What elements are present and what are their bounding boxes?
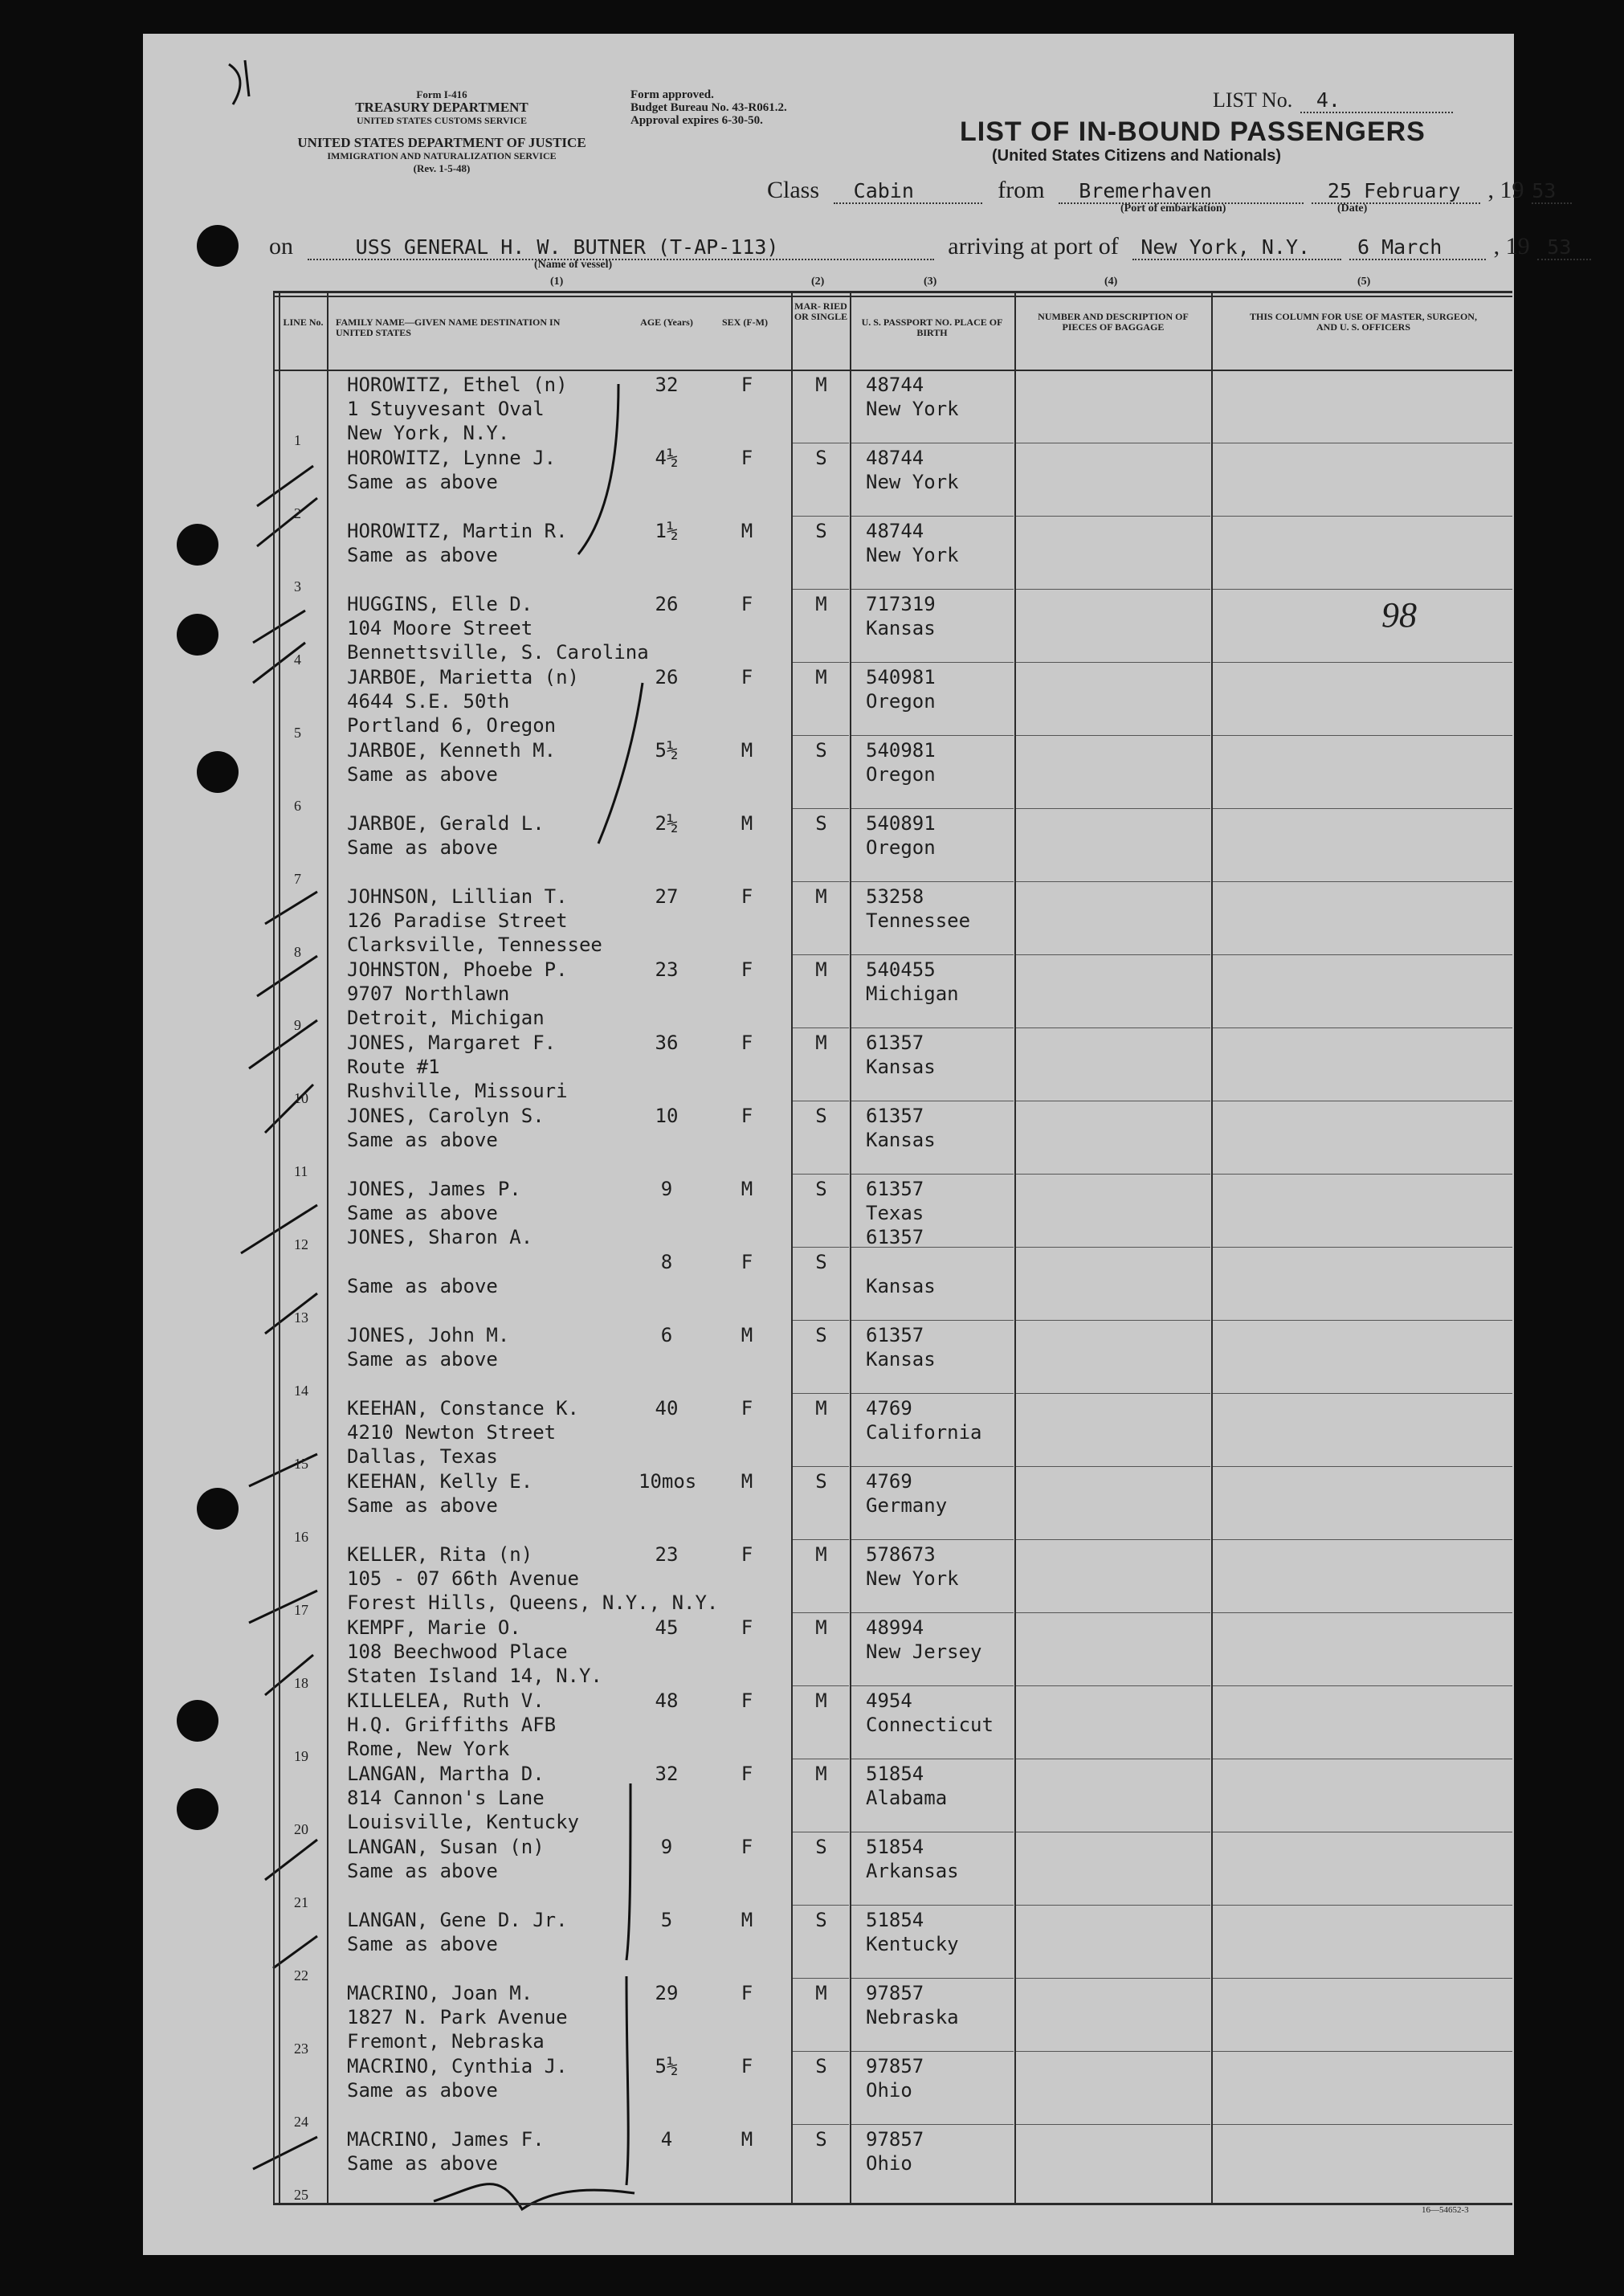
passenger-sex: M: [741, 1178, 753, 1200]
row-separator: [851, 1466, 1014, 1467]
passport-birthplace: 540981 Oregon: [866, 666, 936, 713]
row-separator: [1016, 2051, 1210, 2052]
vessel-caption: (Name of vessel): [534, 259, 613, 271]
passenger-age: 26: [655, 666, 679, 688]
passenger-sex: F: [741, 1543, 753, 1566]
line-number: 13: [294, 1309, 308, 1326]
footer-code: 16—54652-3: [1422, 2205, 1469, 2215]
vessel-name: USS GENERAL H. W. BUTNER (T-AP-113): [308, 235, 934, 260]
passenger-sex: M: [741, 520, 753, 542]
row-separator: [1016, 881, 1210, 882]
port-caption: (Port of embarkation): [1120, 202, 1226, 214]
passport-birthplace: 4769 California: [866, 1397, 982, 1444]
passenger-age: 32: [655, 374, 679, 396]
row-separator: [793, 1466, 849, 1467]
row-separator: [793, 1685, 849, 1686]
treasury-label: TREASURY DEPARTMENT: [355, 100, 528, 115]
document-subtitle: (United States Citizens and Nationals): [992, 147, 1282, 165]
row-separator: [793, 1978, 849, 1979]
passenger-sex: F: [741, 1982, 753, 2004]
passenger-age: 23: [655, 1543, 679, 1566]
row-separator: [1016, 1174, 1210, 1175]
row-separator: [1016, 662, 1210, 663]
row-separator: [1016, 1466, 1210, 1467]
passport-birthplace: 61357 Kansas: [866, 1032, 936, 1078]
passport-birthplace: 4769 Germany: [866, 1470, 948, 1517]
line-number: 21: [294, 1894, 308, 1910]
passenger-sex: F: [741, 1689, 753, 1712]
passenger-sex: F: [741, 1032, 753, 1054]
passenger-sex: F: [741, 1616, 753, 1639]
passenger-sex: F: [741, 374, 753, 396]
row-separator: [1016, 1612, 1210, 1613]
row-separator: [1213, 735, 1512, 736]
col-number-4: (4): [1104, 276, 1118, 288]
approval-expires: Approval expires 6-30-50.: [630, 114, 763, 127]
passenger-name: HUGGINS, Elle D. 104 Moore Street Bennettsville, S. Carolina: [347, 593, 649, 664]
row-separator: [1213, 2051, 1512, 2052]
row-separator: [793, 2124, 849, 2125]
arrival-year: 53: [1537, 235, 1591, 260]
passenger-age: 9: [660, 1836, 673, 1858]
marital-status: M: [815, 885, 827, 908]
line-number: 16: [294, 1529, 308, 1545]
row-separator: [851, 735, 1014, 736]
vessel-line: [269, 233, 1591, 260]
passport-birthplace: 51854 Alabama: [866, 1763, 948, 1809]
col-number-1: (1): [550, 276, 564, 288]
passenger-age: 48: [655, 1689, 679, 1712]
passenger-age: 32: [655, 1763, 679, 1785]
passport-birthplace: 61357 Kansas: [866, 1105, 936, 1151]
line-number: 17: [294, 1602, 308, 1618]
passenger-sex: F: [741, 447, 753, 469]
marital-status: S: [815, 812, 827, 835]
line-number: 24: [294, 2114, 308, 2130]
passenger-name: KILLELEA, Ruth V. H.Q. Griffiths AFB Rome, New York: [347, 1689, 557, 1760]
passenger-age: 5: [660, 1909, 673, 1931]
line-number: 23: [294, 2041, 308, 2057]
passenger-sex: M: [741, 739, 753, 762]
row-separator: [1016, 1685, 1210, 1686]
row-separator: [851, 1174, 1014, 1175]
marital-status: M: [815, 1032, 827, 1054]
passenger-name: JONES, James P. Same as above JONES, Sharon A.: [347, 1178, 533, 1248]
marital-status: S: [815, 1251, 827, 1273]
col-header-baggage: NUMBER AND DESCRIPTION OF PIECES OF BAGGAGE: [1038, 311, 1189, 333]
passenger-age: 6: [660, 1324, 673, 1346]
line-number: 14: [294, 1383, 308, 1399]
marital-status: M: [815, 1397, 827, 1420]
line-number: 8: [294, 944, 301, 960]
col-number-3: (3): [924, 276, 937, 288]
row-separator: [1016, 1393, 1210, 1394]
passenger-age: 29: [655, 1982, 679, 2004]
line-number: 10: [294, 1090, 308, 1106]
row-separator: [851, 1612, 1014, 1613]
passenger-age: 10mos: [639, 1470, 697, 1493]
row-separator: [851, 589, 1014, 590]
passenger-name: HOROWITZ, Lynne J. Same as above: [347, 447, 557, 493]
list-number: 4.: [1300, 88, 1453, 113]
passenger-name: JONES, Carolyn S. Same as above: [347, 1105, 545, 1151]
col-header-line: LINE No.: [283, 317, 324, 328]
passenger-sex: M: [741, 2128, 753, 2151]
marital-status: S: [815, 1105, 827, 1127]
row-separator: [851, 1685, 1014, 1686]
row-separator: [1016, 516, 1210, 517]
document-title: LIST OF IN-BOUND PASSENGERS: [960, 116, 1426, 147]
line-number: 2: [294, 505, 301, 521]
col-header-passport: U. S. PASSPORT NO. PLACE OF BIRTH: [861, 317, 1003, 338]
passenger-name: LANGAN, Susan (n) Same as above: [347, 1836, 545, 1882]
row-separator: [1213, 516, 1512, 517]
row-separator: [1213, 808, 1512, 809]
row-separator: [1016, 1905, 1210, 1906]
passport-birthplace: 48994 New Jersey: [866, 1616, 982, 1663]
passport-birthplace: 51854 Kentucky: [866, 1909, 959, 1955]
passenger-name: JOHNSON, Lillian T. 126 Paradise Street Clarksville, Tennessee: [347, 885, 602, 956]
passenger-sex: F: [741, 1105, 753, 1127]
passenger-sex: F: [741, 1251, 753, 1273]
row-separator: [1213, 1247, 1512, 1248]
passenger-name: LANGAN, Gene D. Jr. Same as above: [347, 1909, 568, 1955]
embarkation-date: 25 February: [1312, 179, 1480, 204]
embarkation-year: 53: [1532, 179, 1572, 204]
passenger-name: JARBOE, Gerald L. Same as above: [347, 812, 545, 859]
class-value: Cabin: [834, 179, 982, 204]
row-separator: [851, 1320, 1014, 1321]
year-prefix: , 19: [1487, 177, 1524, 203]
marital-status: S: [815, 1836, 827, 1858]
passenger-sex: M: [741, 1909, 753, 1931]
marital-status: S: [815, 1909, 827, 1931]
passenger-sex: F: [741, 593, 753, 615]
passenger-sex: M: [741, 1470, 753, 1493]
passenger-name: KEEHAN, Constance K. 4210 Newton Street Dallas, Texas: [347, 1397, 579, 1468]
passenger-age: 8: [660, 1251, 673, 1273]
row-separator: [1016, 808, 1210, 809]
passport-birthplace: 48744 New York: [866, 447, 959, 493]
marital-status: M: [815, 1543, 827, 1566]
col-header-sex: SEX (F-M): [722, 317, 768, 328]
row-separator: [1213, 1466, 1512, 1467]
budget-bureau: Budget Bureau No. 43-R061.2.: [630, 101, 787, 114]
line-number: 9: [294, 1017, 301, 1033]
col-number-5: (5): [1357, 276, 1371, 288]
row-separator: [1213, 954, 1512, 955]
row-separator: [793, 954, 849, 955]
passenger-name: JOHNSTON, Phoebe P. 9707 Northlawn Detroit, Michigan: [347, 958, 568, 1029]
passenger-name: JARBOE, Marietta (n) 4644 S.E. 50th Portland 6, Oregon: [347, 666, 579, 737]
passenger-age: 40: [655, 1397, 679, 1420]
marital-status: S: [815, 447, 827, 469]
row-separator: [851, 1978, 1014, 1979]
row-separator: [1213, 589, 1512, 590]
marital-status: S: [815, 739, 827, 762]
passenger-age: 45: [655, 1616, 679, 1639]
marital-status: M: [815, 666, 827, 688]
passenger-name: KEMPF, Marie O. 108 Beechwood Place Staten Island 14, N.Y.: [347, 1616, 602, 1687]
row-separator: [1213, 1612, 1512, 1613]
passenger-sex: M: [741, 812, 753, 835]
row-separator: [793, 1612, 849, 1613]
passport-birthplace: 97857 Ohio: [866, 2128, 924, 2175]
line-number: 4: [294, 652, 301, 668]
row-separator: [1213, 1905, 1512, 1906]
line-number: 22: [294, 1967, 308, 1983]
passenger-age: 2½: [655, 812, 679, 835]
line-number: 12: [294, 1236, 308, 1252]
line-number: 25: [294, 2187, 308, 2203]
arriving-label: arriving at port of: [948, 233, 1119, 259]
form-number: Form I-416: [416, 88, 467, 100]
row-separator: [851, 662, 1014, 663]
marital-status: S: [815, 1470, 827, 1493]
row-separator: [1016, 1027, 1210, 1028]
col-header-officers: THIS COLUMN FOR USE OF MASTER, SURGEON, AND U. S. OFFICERS: [1250, 311, 1477, 333]
passport-birthplace: 578673 New York: [866, 1543, 959, 1590]
passenger-sex: F: [741, 885, 753, 908]
line-number: 1: [294, 432, 301, 448]
line-number: 11: [294, 1163, 308, 1179]
justice-label: UNITED STATES DEPARTMENT OF JUSTICE: [297, 135, 586, 150]
row-separator: [793, 808, 849, 809]
list-number-field: [1213, 88, 1453, 113]
row-separator: [793, 1247, 849, 1248]
passenger-sex: F: [741, 1836, 753, 1858]
line-number: 19: [294, 1748, 308, 1764]
customs-label: UNITED STATES CUSTOMS SERVICE: [357, 115, 527, 126]
marital-status: M: [815, 1689, 827, 1712]
row-separator: [1213, 1539, 1512, 1540]
row-separator: [1213, 662, 1512, 663]
passenger-age: 36: [655, 1032, 679, 1054]
passenger-name: MACRINO, Cynthia J. Same as above: [347, 2055, 568, 2102]
passenger-age: 4½: [655, 447, 679, 469]
col-header-age: AGE (Years): [640, 317, 693, 328]
passport-birthplace: Kansas: [866, 1275, 936, 1297]
arrival-port: New York, N.Y.: [1132, 235, 1341, 260]
row-separator: [793, 1905, 849, 1906]
row-separator: [793, 589, 849, 590]
row-separator: [1213, 1174, 1512, 1175]
passenger-name: JONES, Margaret F. Route #1 Rushville, Missouri: [347, 1032, 568, 1102]
passport-birthplace: 97857 Ohio: [866, 2055, 924, 2102]
row-separator: [793, 2051, 849, 2052]
passenger-age: 1½: [655, 520, 679, 542]
marital-status: S: [815, 1178, 827, 1200]
row-separator: [1016, 589, 1210, 590]
row-separator: [793, 516, 849, 517]
form-approved: Form approved.: [630, 88, 714, 101]
marital-status: M: [815, 1763, 827, 1785]
row-separator: [851, 1393, 1014, 1394]
passport-birthplace: 540981 Oregon: [866, 739, 936, 786]
row-separator: [1016, 954, 1210, 955]
passenger-age: 27: [655, 885, 679, 908]
row-separator: [1016, 1539, 1210, 1540]
line-number: 20: [294, 1821, 308, 1837]
row-separator: [1213, 1978, 1512, 1979]
col-header-name: FAMILY NAME—GIVEN NAME DESTINATION IN UNITED STATES: [336, 317, 561, 338]
row-separator: [851, 516, 1014, 517]
row-separator: [793, 662, 849, 663]
row-separator: [793, 1539, 849, 1540]
marital-status: M: [815, 374, 827, 396]
line-number: 6: [294, 798, 301, 814]
passenger-age: 9: [660, 1178, 673, 1200]
passport-birthplace: 61357 Kansas: [866, 1324, 936, 1371]
marital-status: M: [815, 1982, 827, 2004]
line-number: 7: [294, 871, 301, 887]
line-number: 15: [294, 1456, 308, 1472]
class-line: [767, 177, 1572, 204]
passenger-sex: F: [741, 958, 753, 981]
row-separator: [851, 881, 1014, 882]
passenger-age: 4: [660, 2128, 673, 2151]
passport-birthplace: 540455 Michigan: [866, 958, 959, 1005]
marital-status: S: [815, 2128, 827, 2151]
officer-annotation: 98: [1381, 595, 1417, 635]
row-separator: [793, 1320, 849, 1321]
row-separator: [1213, 1685, 1512, 1686]
passenger-name: JONES, John M. Same as above: [347, 1324, 510, 1371]
from-label: from: [998, 177, 1045, 203]
revision-label: (Rev. 1-5-48): [413, 162, 471, 174]
passenger-name: KELLER, Rita (n) 105 - 07 66th Avenue Forest Hills, Queens, N.Y., N.Y.: [347, 1543, 719, 1614]
arrival-year-prefix: , 19: [1493, 233, 1530, 259]
passenger-name: HOROWITZ, Ethel (n) 1 Stuyvesant Oval New York, N.Y.: [347, 374, 568, 444]
passenger-sex: F: [741, 1397, 753, 1420]
row-separator: [1213, 1027, 1512, 1028]
passport-birthplace: 53258 Tennessee: [866, 885, 971, 932]
row-separator: [793, 1174, 849, 1175]
row-separator: [851, 2051, 1014, 2052]
passport-birthplace: 4954 Connecticut: [866, 1689, 994, 1736]
passenger-sex: M: [741, 1324, 753, 1346]
row-separator: [1213, 2124, 1512, 2125]
line-number: 3: [294, 578, 301, 594]
passenger-age: 23: [655, 958, 679, 981]
row-separator: [1213, 1320, 1512, 1321]
row-separator: [851, 1027, 1014, 1028]
row-separator: [793, 881, 849, 882]
passport-birthplace: 540891 Oregon: [866, 812, 936, 859]
passenger-name: HOROWITZ, Martin R. Same as above: [347, 520, 568, 566]
marital-status: S: [815, 1324, 827, 1346]
passenger-age: 26: [655, 593, 679, 615]
col-number-2: (2): [811, 276, 825, 288]
passenger-age: 10: [655, 1105, 679, 1127]
date-caption: (Date): [1337, 202, 1368, 214]
passport-birthplace: 717319 Kansas: [866, 593, 936, 639]
row-separator: [1016, 1320, 1210, 1321]
class-label: Class: [767, 177, 820, 203]
on-label: on: [269, 233, 293, 259]
passenger-name: LANGAN, Martha D. 814 Cannon's Lane Louisville, Kentucky: [347, 1763, 579, 1833]
arrival-date: 6 March: [1349, 235, 1486, 260]
marital-status: M: [815, 593, 827, 615]
row-separator: [793, 735, 849, 736]
passport-birthplace: 48744 New York: [866, 374, 959, 420]
row-separator: [851, 1539, 1014, 1540]
row-separator: [793, 1393, 849, 1394]
passenger-name: MACRINO, Joan M. 1827 N. Park Avenue Fremont, Nebraska: [347, 1982, 568, 2053]
passenger-name: MACRINO, James F. Same as above: [347, 2128, 545, 2175]
passenger-sex: F: [741, 1763, 753, 1785]
line-number: 18: [294, 1675, 308, 1691]
col-header-married: MAR- RIED OR SINGLE: [794, 300, 848, 322]
row-separator: [1213, 881, 1512, 882]
row-separator: [1016, 1978, 1210, 1979]
marital-status: S: [815, 520, 827, 542]
passenger-name: JARBOE, Kenneth M. Same as above: [347, 739, 557, 786]
ins-label: IMMIGRATION AND NATURALIZATION SERVICE: [327, 150, 557, 161]
passport-birthplace: 51854 Arkansas: [866, 1836, 959, 1882]
passport-birthplace: 48744 New York: [866, 520, 959, 566]
row-separator: [851, 808, 1014, 809]
port-of-embarkation: Bremerhaven: [1059, 179, 1304, 204]
passport-birthplace: 97857 Nebraska: [866, 1982, 959, 2028]
row-separator: [1016, 1247, 1210, 1248]
marital-status: M: [815, 958, 827, 981]
row-separator: [851, 954, 1014, 955]
list-label: LIST No.: [1213, 88, 1293, 112]
passenger-name: Same as above: [347, 1275, 498, 1297]
row-separator: [851, 2124, 1014, 2125]
marital-status: M: [815, 1616, 827, 1639]
passenger-name: KEEHAN, Kelly E. Same as above: [347, 1470, 533, 1517]
row-separator: [793, 1027, 849, 1028]
passenger-age: 5½: [655, 2055, 679, 2077]
marital-status: S: [815, 2055, 827, 2077]
passenger-age: 5½: [655, 739, 679, 762]
row-separator: [1016, 735, 1210, 736]
row-separator: [1213, 1393, 1512, 1394]
row-separator: [851, 1905, 1014, 1906]
line-number: 5: [294, 725, 301, 741]
passenger-sex: F: [741, 666, 753, 688]
passenger-sex: F: [741, 2055, 753, 2077]
row-separator: [1016, 2124, 1210, 2125]
passport-birthplace: 61357 Texas 61357: [866, 1178, 924, 1248]
